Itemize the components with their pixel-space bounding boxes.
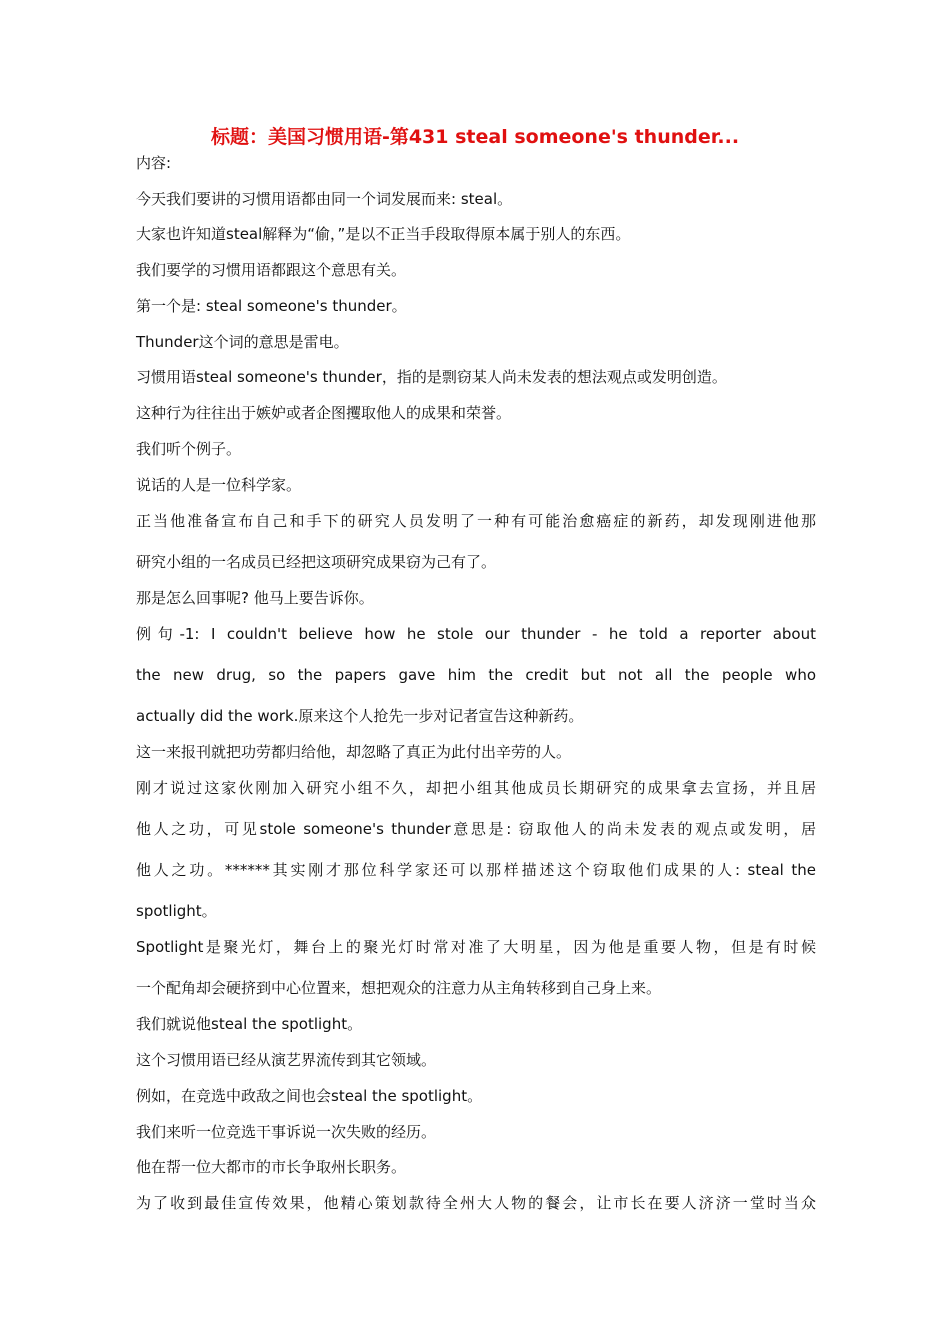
text-line: 这个习惯用语已经从演艺界流传到其它领域。 bbox=[136, 1051, 437, 1069]
text-line: 刚才说过这家伙刚加入研究小组不久，却把小组其他成员长期研究的成果拿去宣扬，并且居 bbox=[136, 779, 816, 797]
text-line: 今天我们要讲的习惯用语都由同一个词发展而来: steal。 bbox=[136, 190, 513, 208]
text-line: 他人之功，可见stole someone's thunder意思是: 窃取他人的尚未发表的观点或发明，居 bbox=[136, 820, 816, 838]
text-line: the new drug, so the papers gave him the credit but not all the people who bbox=[136, 666, 816, 684]
text-line: 这一来报刊就把功劳都归给他，却忽略了真正为此付出辛劳的人。 bbox=[136, 743, 572, 761]
text-line: 他人之功。******其实刚才那位科学家还可以那样描述这个窃取他们成果的人: steal the bbox=[136, 861, 816, 879]
text-line: Thunder这个词的意思是雷电。 bbox=[136, 333, 349, 351]
text-line: 研究小组的一名成员已经把这项研究成果窃为己有了。 bbox=[136, 553, 497, 571]
text-line: Spotlight是聚光灯，舞台上的聚光灯时常对准了大明星，因为他是重要人物，但是有时候 bbox=[136, 938, 816, 956]
text-line: 正当他准备宣布自己和手下的研究人员发明了一种有可能治愈癌症的新药，却发现刚进他那 bbox=[136, 512, 816, 530]
text-line: 他在帮一位大都市的市长争取州长职务。 bbox=[136, 1158, 407, 1176]
text-line: 例句-1: I couldn't believe how he stole our thunder - he told a reporter about bbox=[136, 625, 816, 643]
text-line: 我们听个例子。 bbox=[136, 440, 242, 458]
text-line: 为了收到最佳宣传效果，他精心策划款待全州大人物的餐会，让市长在要人济济一堂时当众 bbox=[136, 1194, 816, 1212]
text-line: 这种行为往往出于嫉妒或者企图攫取他人的成果和荣誉。 bbox=[136, 404, 512, 422]
text-line: 内容: bbox=[136, 154, 172, 172]
text-line: 我们要学的习惯用语都跟这个意思有关。 bbox=[136, 261, 407, 279]
text-line: 我们就说他steal the spotlight。 bbox=[136, 1015, 363, 1033]
text-line: 第一个是: steal someone's thunder。 bbox=[136, 297, 407, 315]
text-line: 一个配角却会硬挤到中心位置来，想把观众的注意力从主角转移到自己身上来。 bbox=[136, 979, 662, 997]
text-line: 习惯用语steal someone's thunder，指的是剽窃某人尚未发表的想法观点或发明创造。 bbox=[136, 368, 727, 386]
text-line: 例如，在竞选中政敌之间也会steal the spotlight。 bbox=[136, 1087, 483, 1105]
text-line: 那是怎么回事呢? 他马上要告诉你。 bbox=[136, 589, 374, 607]
text-line: 说话的人是一位科学家。 bbox=[136, 476, 302, 494]
document-title: 标题：美国习惯用语-第431 steal someone's thunder... bbox=[210, 126, 740, 148]
text-line: 我们来听一位竞选干事诉说一次失败的经历。 bbox=[136, 1123, 437, 1141]
text-line: 大家也许知道steal解释为“偷，”是以不正当手段取得原本属于别人的东西。 bbox=[136, 225, 631, 243]
text-line: actually did the work.原来这个人抢先一步对记者宣告这种新药。 bbox=[136, 707, 584, 725]
text-line: spotlight。 bbox=[136, 902, 217, 920]
